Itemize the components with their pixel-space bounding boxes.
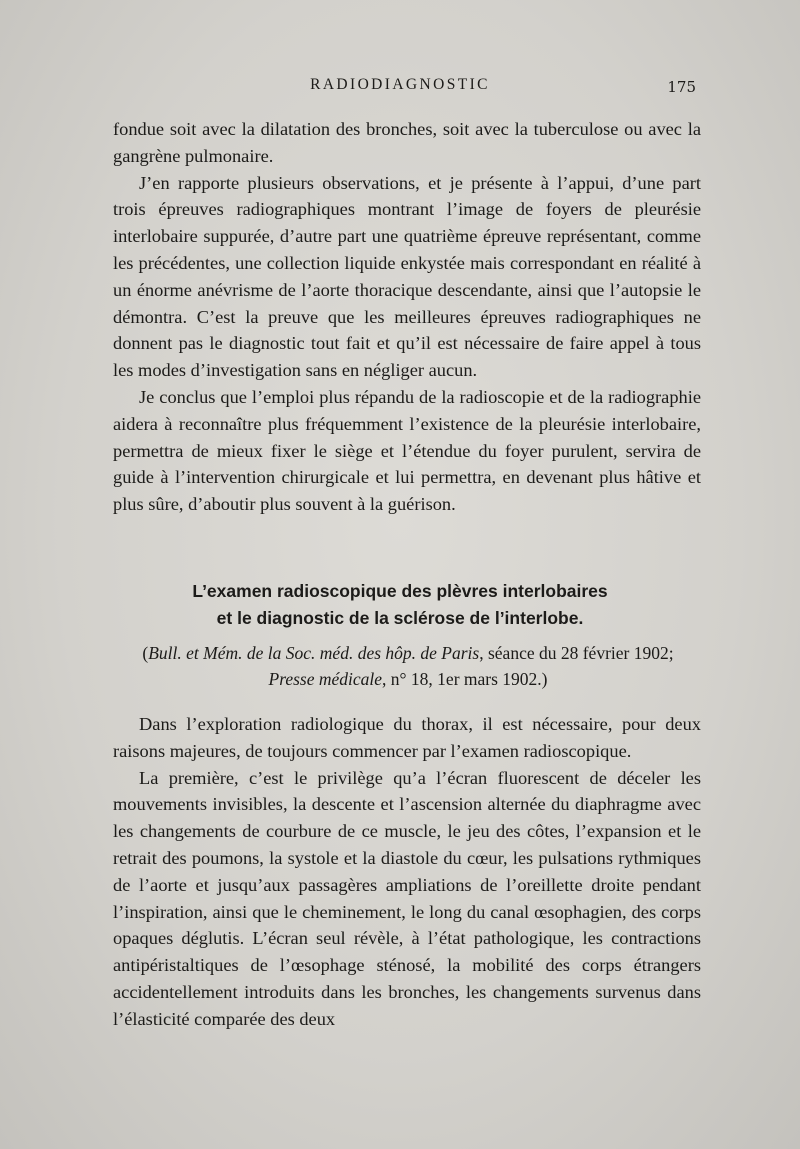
page-number: 175 <box>667 78 696 96</box>
running-header-title: RADIODIAGNOSTIC <box>310 76 490 93</box>
citation-source: Bull. et Mém. de la Soc. méd. des hôp. de Paris <box>148 643 480 663</box>
section-heading-line-1: L’examen radioscopique des plèvres interlobaires <box>192 581 608 601</box>
section-heading-line-2: et le diagnostic de la sclérose de l’interlobe. <box>216 608 584 628</box>
paragraph-conclusion: Je conclus que l’emploi plus répandu de la radioscopie et de la radiographie aidera à reconnaître plus fréquemment l’existence de la pleurésie interlobaire, permettra de mieux fixer le siège et l’étendue du foyer purulent, servira de guide à l’intervention chirurgicale et lui permettra, en devenant plus hâtive et plus sûre, d’aboutir plus souvent à la guérison. <box>113 386 701 515</box>
citation-open-paren: ( <box>142 643 149 663</box>
citation-issue: , n° 18, 1er mars 1902.) <box>382 669 548 689</box>
citation-journal: Presse médicale <box>268 669 383 689</box>
section-1-body <box>113 116 701 518</box>
paragraph-exploration: Dans l’exploration radiologique du thorax, il est nécessaire, pour deux raisons majeures, de toujours commencer par l’examen radioscopique. <box>113 714 701 761</box>
paragraph-observations: J’en rapporte plusieurs observations, et je présente à l’appui, d’une part trois épreuves radiographiques montrant l’image de foyers de pleurésie interlobaire suppurée, d’autre part une quatrième épreuve représentant, comme les précédentes, une collection liquide enkystée mais correspondant en réalité à un énorme anévrisme de l’aorte thoracique descendante, ainsi que l’autopsie le démontra. C’est la preuve que les meilleures épreuves radiographiques ne donnent pas le diagnostic tout fait et qu’il est nécessaire de faire appel à tous les modes d’investigation sans en négliger aucun. <box>113 172 701 381</box>
citation-session: , séance du 28 février 1902; <box>479 643 674 663</box>
section-heading <box>100 578 700 632</box>
section-2-body <box>113 711 701 1033</box>
paragraph-continued: fondue soit avec la dilatation des bronches, soit avec la tuberculose ou avec la gangrène pulmonaire. <box>113 119 701 166</box>
bibliographic-citation <box>113 640 703 692</box>
paragraph-first-reason: La première, c’est le privilège qu’a l’écran fluorescent de déceler les mouvements invisibles, la descente et l’ascension alternée du diaphragme avec les changements de courbure de ce muscle, le jeu des côtes, l’expansion et le retrait des poumons, la systole et la diastole du cœur, les pulsations rythmiques de l’aorte et jusqu’aux passagères ampliations de l’oreillette droite pendant l’inspiration, ainsi que le cheminement, le long du canal œsophagien, des corps opaques déglutis. L’écran seul révèle, à l’état pathologique, les contractions antipéristaltiques de l’œsophage sténosé, la mobilité des corps étrangers accidentellement introduits dans les bronches, les changements survenus dans l’élasticité comparée des deux <box>113 767 701 1029</box>
